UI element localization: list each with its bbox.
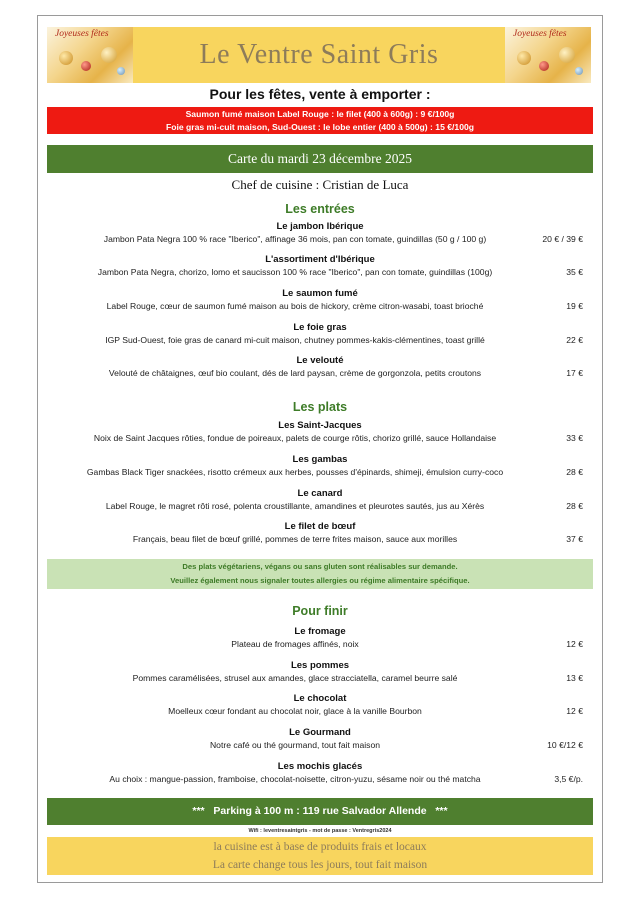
dish-price: 3,5 €/p. <box>554 774 583 784</box>
dish-price: 28 € <box>566 467 583 477</box>
footer-line-daily-menu: La carte change tous les jours, tout fait maison <box>212 859 428 871</box>
greeting-text: Joyeuses fêtes <box>513 29 567 39</box>
holiday-decoration-image-right <box>505 27 591 83</box>
greeting-text: Joyeuses fêtes <box>55 29 109 39</box>
dish-price: 19 € <box>566 301 583 311</box>
dish-price: 12 € <box>566 639 583 649</box>
dish-name: Le filet de bœuf <box>284 521 356 532</box>
header-banner <box>47 27 591 83</box>
dish-item <box>47 221 593 249</box>
dish-item <box>47 626 593 654</box>
dish-price: 17 € <box>566 368 583 378</box>
dish-item <box>47 521 593 549</box>
dish-description: Noix de Saint Jacques rôties, fondue de poireaux, palets de courge rôtis, chorizo grillé, sauce Hollandaise <box>93 433 497 443</box>
dish-price: 12 € <box>566 706 583 716</box>
dish-description: Moelleux cœur fondant au chocolat noir, glace à la vanille Bourbon <box>168 706 422 716</box>
dish-item <box>47 322 593 350</box>
dish-price: 22 € <box>566 335 583 345</box>
dish-item <box>47 288 593 316</box>
dish-price: 33 € <box>566 433 583 443</box>
dish-item <box>47 454 593 482</box>
allergy-notice-line: Veuillez également nous signaler toutes allergies ou régime alimentaire spécifique. <box>170 576 470 585</box>
dish-description: Label Rouge, cœur de saumon fumé maison au bois de hickory, crème citron-wasabi, toast brioché <box>106 301 484 311</box>
wifi-info: Wifi : leventresaintgris - mot de passe : Ventregris2024 <box>248 828 392 834</box>
dish-item <box>47 488 593 516</box>
dish-name: Le saumon fumé <box>282 288 358 299</box>
dish-item <box>47 761 593 789</box>
dish-description: Au choix : mangue-passion, framboise, chocolat-noisette, citron-yuzu, sésame noir ou thé matcha <box>109 774 481 784</box>
dish-name: Le velouté <box>296 355 344 366</box>
restaurant-name: Le Ventre Saint Gris <box>199 39 439 70</box>
section-title-entrees: Les entrées <box>285 202 355 216</box>
dish-item <box>47 727 593 755</box>
chef-name: Chef de cuisine : Cristian de Luca <box>231 177 409 192</box>
section-title-plats: Les plats <box>292 400 348 414</box>
dish-description: IGP Sud-Ouest, foie gras de canard mi-cuit maison, chutney pommes-kakis-clémentines, toast grillé <box>105 335 485 345</box>
takeaway-line-foie-gras: Foie gras mi-cuit maison, Sud-Ouest : le lobe entier (400 à 500g) : 15 €/100g <box>165 122 475 132</box>
footer-line-fresh-produce: la cuisine est à base de produits frais et locaux <box>213 841 427 853</box>
dish-item <box>47 254 593 282</box>
dish-price: 37 € <box>566 534 583 544</box>
dish-description: Velouté de châtaignes, œuf bio coulant, dés de lard paysan, crème de gorgonzola, petits croutons <box>108 368 482 378</box>
ornament-icon <box>559 47 575 63</box>
dish-item <box>47 693 593 721</box>
takeaway-offer-band <box>47 107 593 134</box>
ornament-icon <box>575 67 583 75</box>
dish-description: Notre café ou thé gourmand, tout fait maison <box>209 740 381 750</box>
dish-description: Jambon Pata Negra, chorizo, lomo et saucisson 100 % race "Iberico", pan con tomate, guindillas (100g) <box>97 267 493 277</box>
dish-description: Pommes caramélisées, strusel aux amandes, glace stracciatella, caramel beurre salé <box>132 673 458 683</box>
dish-name: Le jambon Ibérique <box>276 221 364 232</box>
dish-item <box>47 355 593 383</box>
footer-band <box>47 837 593 875</box>
dish-name: Les gambas <box>292 454 348 465</box>
takeaway-title: Pour les fêtes, vente à emporter : <box>209 86 431 102</box>
dish-name: L'assortiment d'Ibérique <box>265 254 375 265</box>
dietary-notice-band <box>47 559 593 589</box>
dish-name: Les Saint-Jacques <box>278 420 362 431</box>
dish-name: Le Gourmand <box>289 727 351 738</box>
dish-price: 28 € <box>566 501 583 511</box>
dietary-notice-line: Des plats végétariens, végans ou sans gluten sont réalisables sur demande. <box>182 562 458 571</box>
dish-item <box>47 660 593 688</box>
dish-description: Gambas Black Tiger snackées, risotto crémeux aux herbes, pousses d'épinards, shimeji, émulsion curry-coco <box>86 467 504 477</box>
dish-description: Label Rouge, le magret rôti rosé, polenta croustillante, amandines et pleurotes sautés, jus au Xérès <box>105 501 485 511</box>
parking-info-bar: *** Parking à 100 m : 119 rue Salvador Allende *** <box>47 798 593 825</box>
dish-name: Les mochis glacés <box>277 761 363 772</box>
takeaway-line-salmon: Saumon fumé maison Label Rouge : le filet (400 à 600g) : 9 €/100g <box>185 109 455 119</box>
dish-price: 35 € <box>566 267 583 277</box>
dish-name: Le foie gras <box>293 322 347 333</box>
dish-name: Le chocolat <box>293 693 347 704</box>
dish-price: 13 € <box>566 673 583 683</box>
dish-description: Plateau de fromages affinés, noix <box>231 639 359 649</box>
dish-description: Français, beau filet de bœuf grillé, pommes de terre frites maison, sauce aux morilles <box>132 534 458 544</box>
dish-name: Le canard <box>297 488 343 499</box>
dish-price: 10 €/12 € <box>547 740 583 750</box>
ornament-icon <box>517 51 531 65</box>
ornament-icon <box>539 61 549 71</box>
dish-price: 20 € / 39 € <box>542 234 583 244</box>
dish-name: Les pommes <box>290 660 350 671</box>
menu-date-bar: Carte du mardi 23 décembre 2025 <box>47 145 593 173</box>
dish-item <box>47 420 593 448</box>
dish-name: Le fromage <box>294 626 346 637</box>
dish-description: Jambon Pata Negra 100 % race "Iberico", affinage 36 mois, pan con tomate, guindillas (50 g / 100 g) <box>103 234 487 244</box>
section-title-desserts: Pour finir <box>292 604 348 618</box>
